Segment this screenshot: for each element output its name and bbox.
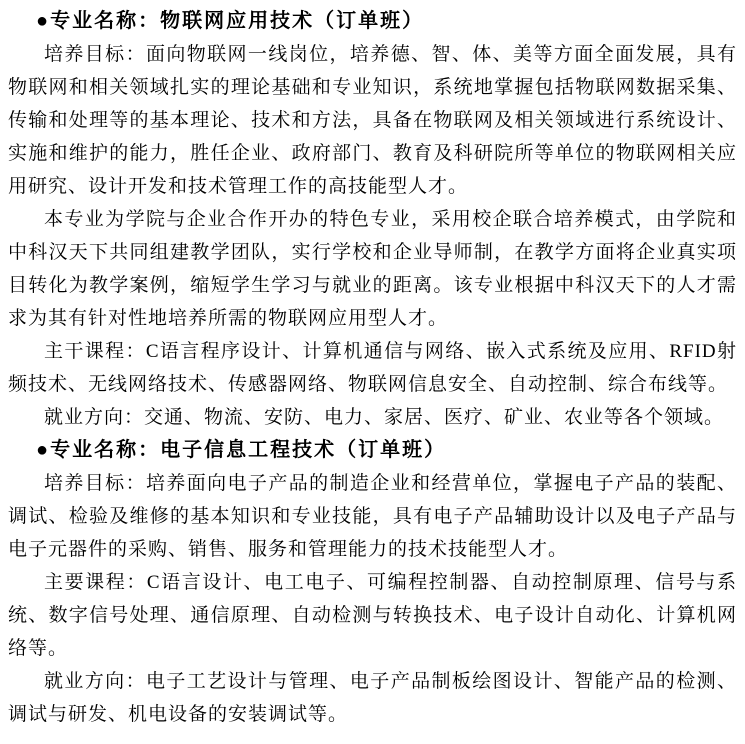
section-heading-electronics: ●专业名称：电子信息工程技术（订单班） <box>36 439 447 461</box>
paragraph-iot-core-courses: 主干课程：C语言程序设计、计算机通信与网络、嵌入式系统及应用、RFID射频技术、无线网络技术、传感器网络、物联网信息安全、自动控制、综合布线等。 <box>8 341 737 395</box>
paragraph-electronics-employment: 就业方向：电子工艺设计与管理、电子产品制板绘图设计、智能产品的检测、调试与研发、机电设备的安装调试等。 <box>8 671 737 725</box>
section-iot-major <box>8 5 737 434</box>
paragraph-electronics-training-goal: 培养目标：培养面向电子产品的制造企业和经营单位，掌握电子产品的装配、调试、检验及维修的基本知识和专业技能，具有电子产品辅助设计以及电子产品与电子元器件的采购、销售、服务和管理能力的技术技能型人才。 <box>8 473 737 560</box>
section-heading-iot: ●专业名称：物联网应用技术（订单班） <box>36 10 425 32</box>
paragraph-iot-cooperation: 本专业为学院与企业合作开办的特色专业，采用校企联合培养模式，由学院和中科汉天下共同组建教学团队，实行学校和企业导师制，在教学方面将企业真实项目转化为教学案例，缩短学生学习与就业的距离。该专业根据中科汉天下的人才需求为其有针对性地培养所需的物联网应用型人才。 <box>8 209 737 329</box>
paragraph-electronics-main-courses: 主要课程：C语言设计、电工电子、可编程控制器、自动控制原理、信号与系统、数字信号处理、通信原理、自动检测与转换技术、电子设计自动化、计算机网络等。 <box>8 572 737 659</box>
section-electronics-major <box>8 434 737 731</box>
paragraph-iot-training-goal: 培养目标：面向物联网一线岗位，培养德、智、体、美等方面全面发展，具有物联网和相关领域扎实的理论基础和专业知识，系统地掌握包括物联网数据采集、传输和处理等的基本理论、技术和方法，具备在物联网及相关领域进行系统设计、实施和维护的能力，胜任企业、政府部门、教育及科研院所等单位的物联网相关应用研究、设计开发和技术管理工作的高技能型人才。 <box>8 44 737 197</box>
paragraph-iot-employment: 就业方向：交通、物流、安防、电力、家居、医疗、矿业、农业等各个领域。 <box>44 407 725 428</box>
